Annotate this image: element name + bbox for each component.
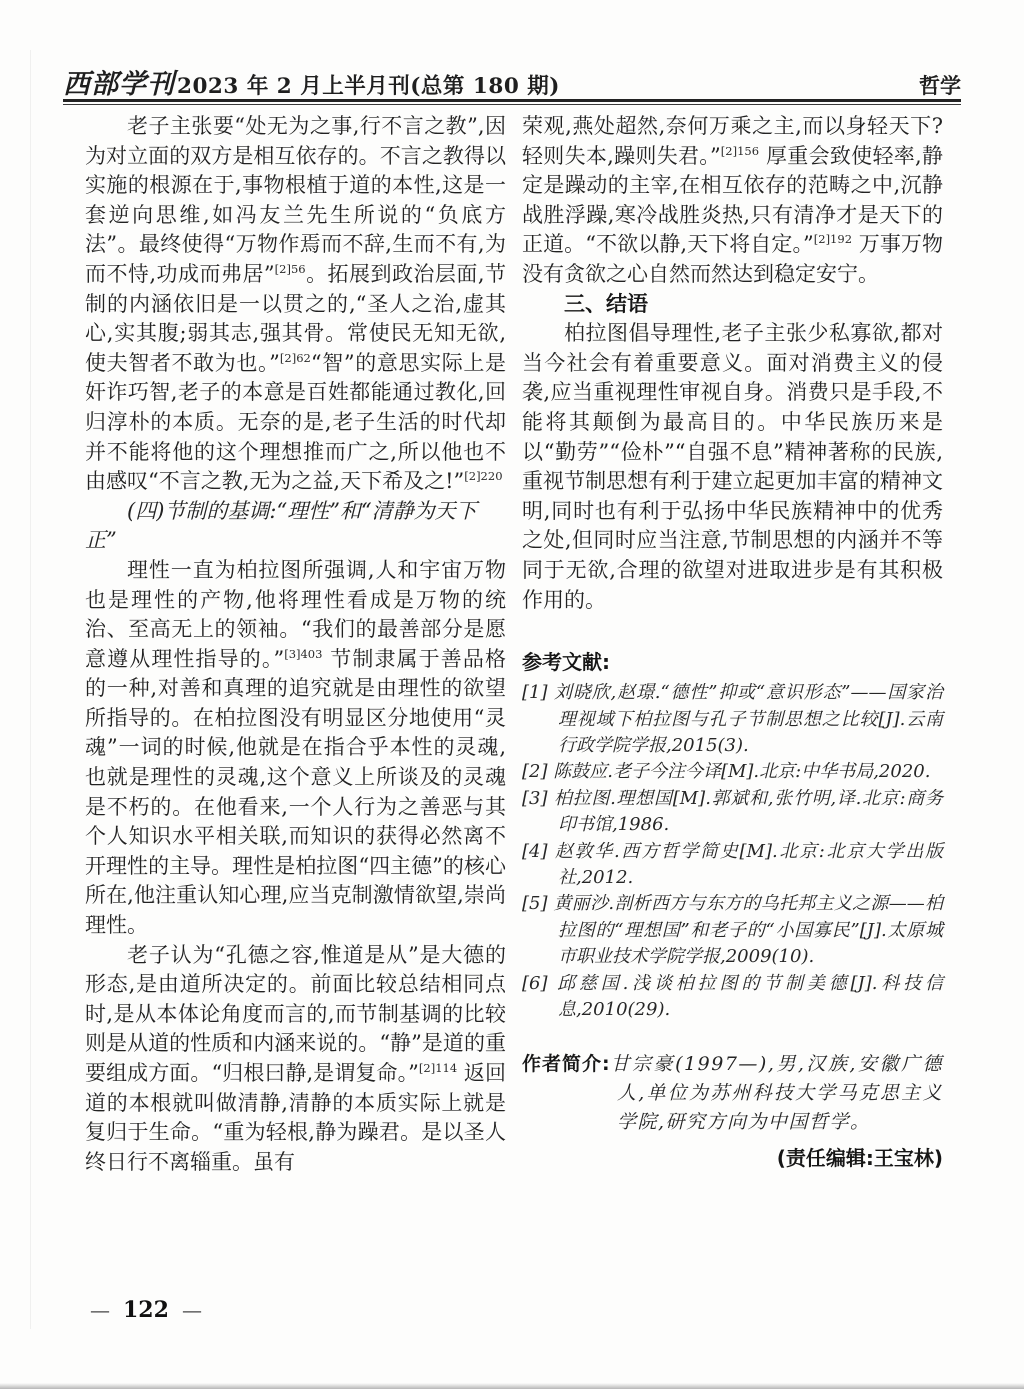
reference-item: [5] 黄丽沙.剖析西方与东方的乌托邦主义之源——柏拉图的“理想国”和老子的“小国寡民”[J].太原城市职业技术学院学报,2009(10). [522,893,943,968]
article-body [85,112,943,1177]
reference-item: [6] 邱慈国.浅谈柏拉图的节制美德[J].科技信息,2010(29). [522,972,943,1020]
subsection-heading: (四)节制的基调:“理性”和“清静为天下正” [85,498,477,553]
references-title: 参考文献: [522,650,610,675]
header-double-rule [63,99,961,105]
right-column [522,112,943,1177]
citation-superscript: [2]114 [418,1061,458,1075]
reference-item: [1] 刘晓欣,赵璟.“德性”抑或“意识形态”——国家治理视域下柏拉图与孔子节制思想之比较[J].云南行政学院学报,2015(3). [522,682,943,756]
citation-superscript: [2]192 [813,232,853,247]
page-number: 122 [123,1297,169,1323]
section-heading-conclusion: 三、结语 [564,291,648,316]
paragraph-plato-reason: 理性一直为柏拉图所强调,人和宇宙万物也是理性的产物,他将理性看成是万物的统治、至高无上的领袖。“我们的最善部分是愿意遵从理性指导的。”$^{[3]403}$ 节制隶属于善品格的一种,对善和真理的追究就是由理性的欲望所指导的。在柏拉图没有明显区分地使用“灵魂”一词的时候,他就是在指合乎本性的灵魂,也就是理性的灵魂,这个意义上所谈及的灵魂是不朽的。在他看来,一个人行为之善恶与其个人知识水平相关联,而知识的获得必然离不开理性的主导。理性是柏拉图“四主德”的核心所在,他注重认知心理,应当克制激情欲望,崇尚理性。 [85,557,506,938]
page-footer [90,1297,202,1323]
scan-edge-artifact-bottom [0,1383,1024,1389]
author-bio [522,1050,943,1137]
paragraph-conclusion: 柏拉图倡导理性,老子主张少私寡欲,都对当今社会有着重要意义。面对消费主义的侵袭,应当重视理性审视自身。消费只是手段,不能将其颠倒为最高目的。中华民族历来是以“勤劳”“俭朴”“自强不息”精神著称的民族,重视节制思想有利于建立起更加丰富的精神文明,同时也有利于弘扬中华民族精神中的优秀之处,但同时应当注意,节制思想的内涵并不等同于无欲,合理的欲望对进取进步是有其积极作用的。 [522,321,943,612]
citation-superscript: [3]403 [284,646,323,661]
footer-dash-left: — [90,1298,110,1322]
page-header [63,62,961,101]
footer-dash-right: — [181,1298,202,1322]
paragraph-laozi-stillness: 老子认为“孔德之容,惟道是从”是大德的形态,是由道所决定的。前面比较总结相同点时,是从本体论角度而言的,而节制基调的比较则是从道的性质和内涵来说的。“静”是道的重要组成方面。“归根曰静,是谓复命。”$^{[2]114}$ 返回道的本根就叫做清静,清静的本质实际上就是复归于生命。“重为轻根,静为躁君。是以圣人终日行不离辎重。虽有 [85,942,506,1174]
left-column [85,112,506,1177]
section-label: 哲学 [919,73,961,98]
reference-item: [4] 赵敦华.西方哲学简史[M].北京:北京大学出版社,2012. [522,840,943,888]
citation-superscript: [2]56 [274,261,306,276]
header-left [63,62,560,101]
journal-logo: 西部学刊 [63,69,175,100]
reference-item: [3] 柏拉图.理想国[M].郭斌和,张竹明,译.北京:商务印书馆,1986. [522,787,943,836]
author-bio-text: 甘宗豪(1997—),男,汉族,安徽广德人,单位为苏州科技大学马克思主义学院,研究方向为中国哲学。 [609,1053,943,1134]
editor-note: (责任编辑:王宝林) [776,1146,943,1171]
citation-superscript: [2]62 [279,350,311,365]
paragraph-laozi-wuwei: 老子主张要“处无为之事,行不言之教”,因为对立面的双方是相互依存的。不言之教得以实施的根源在于,事物根植于道的本性,这是一套逆向思维,如冯友兰先生所说的“负底方法”。最终使得“万物作焉而不辞,生而不有,为而不恃,功成而弗居”$^{[2]56}$。拓展到政治层面,节制的内涵依旧是一以贯之的,“圣人之治,虚其心,实其腹;弱其志,强其骨。常使民无知无欲,使夫智者不敢为也。”$^{[2]62}$“智”的意思实际上是奸诈巧智,老子的本意是百姓都能通过教化,回归淳朴的本质。无奈的是,老子生活的时代却并不能将他的这个理想推而广之,所以他也不由感叹“不言之教,无为之益,天下希及之!”$^{[2]220}$ [85,114,506,494]
citation-superscript: [2]220 [464,469,503,484]
issue-info: 2023 年 2 月上半月刊(总第 180 期) [177,74,560,99]
author-bio-label: 作者简介: [522,1053,610,1076]
scan-edge-artifact-left [30,50,31,1329]
paragraph-continuation: 荣观,燕处超然,奈何万乘之主,而以身轻天下? 轻则失本,躁则失君。”$^{[2]156}$ 厚重会致使轻率,静定是躁动的主宰,在相互依存的范畴之中,沉静战胜浮躁,寒冷战胜炎热,只有清净才是天下的正道。“不欲以静,天下将自定。”$^{[2]192}$ 万事万物没有贪欲之心自然而然达到稳定安宁。 [522,114,943,286]
citation-superscript: [2]156 [720,143,760,158]
reference-item: [2] 陈鼓应.老子今注今译[M].北京:中华书局,2020. [522,761,931,783]
